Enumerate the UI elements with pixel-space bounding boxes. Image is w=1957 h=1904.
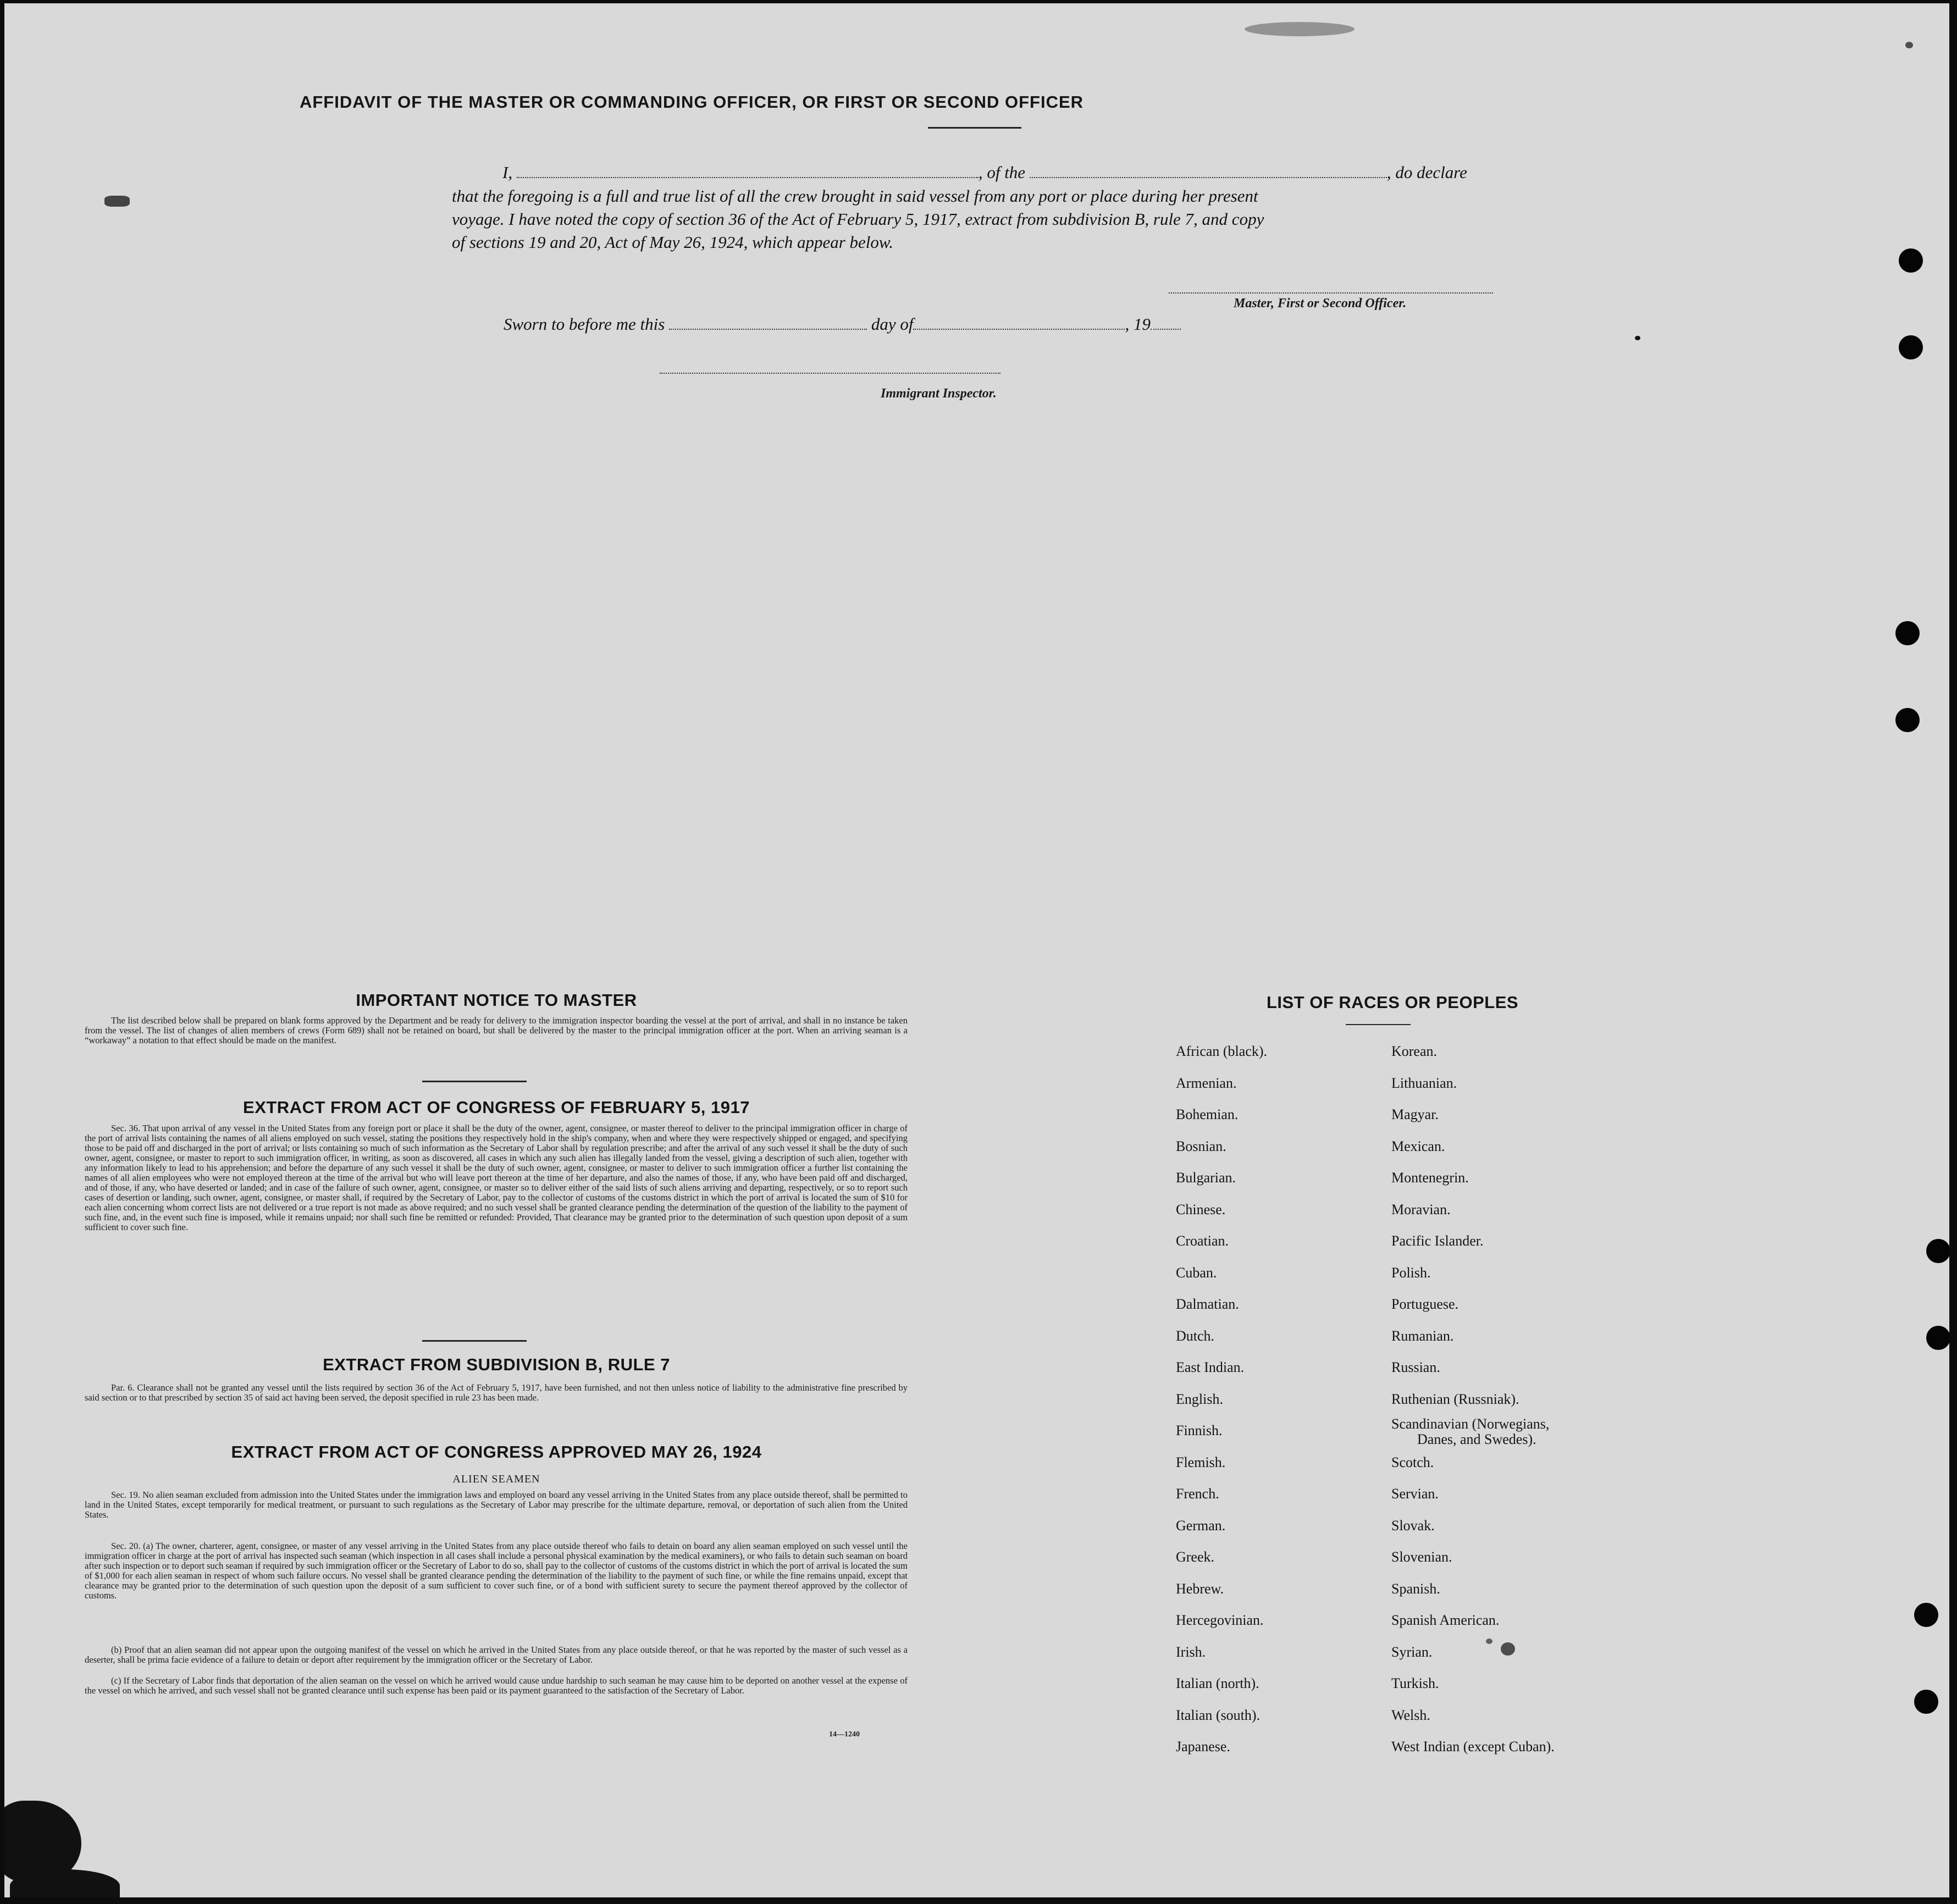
race-item: Bosnian. [1176,1138,1226,1154]
declaration-line-2: that the foregoing is a full and true list of all the crew brought in said vessel from any port or place during her present [452,186,1258,206]
punch-hole [1899,335,1923,359]
inspector-signature-line[interactable] [660,373,1000,374]
paper-shadow [1245,22,1355,36]
sworn-year-field[interactable] [1151,316,1181,330]
ink-speck [1501,1642,1515,1656]
races-title-underline [1346,1024,1411,1025]
form-number: 14—1240 [829,1730,860,1739]
ink-speck [1905,42,1913,48]
sec19-text: Sec. 19. No alien seaman excluded from admission into the United States under the immigration laws and employed on board any vessel arriving in the United States from any place outside thereof, shall be permitted to land in the United States, except temporarily for medical treatment, or pursuant to such regulations as the Secretary of Labor may prescribe for the ultimate departure, removal, or deportation of such alien from the United States. [85,1490,908,1520]
race-item: Greek. [1176,1549,1215,1565]
race-item: Polish. [1391,1265,1431,1281]
ink-mark [104,196,130,207]
race-item: Pacific Islander. [1391,1233,1484,1249]
race-item: Bohemian. [1176,1106,1239,1122]
punch-hole [1926,1326,1949,1350]
race-item: Syrian. [1391,1644,1433,1660]
race-item: Slovenian. [1391,1549,1452,1565]
declaration-line-3: voyage. I have noted the copy of section 36 of the Act of February 5, 1917, extract from subdivision B, rule 7, and copy [452,209,1264,229]
race-item: East Indian. [1176,1359,1245,1375]
punch-hole [1926,1239,1949,1263]
race-item: Italian (south). [1176,1707,1261,1723]
punch-hole [1914,1603,1938,1627]
race-item: Croatian. [1176,1233,1229,1249]
punch-hole [1895,621,1920,645]
race-item: Spanish American. [1391,1612,1500,1628]
master-signature-line[interactable] [1169,292,1493,294]
master-caption: Master, First or Second Officer. [1234,296,1407,311]
race-item: English. [1176,1391,1223,1407]
race-item: Lithuanian. [1391,1075,1457,1091]
race-item: Turkish. [1391,1675,1439,1691]
section-divider [422,1081,527,1082]
race-item: Armenian. [1176,1075,1237,1091]
race-item: Scotch. [1391,1454,1434,1470]
race-item: Chinese. [1176,1202,1226,1217]
races-title: LIST OF RACES OR PEOPLES [1266,993,1519,1012]
extract-1917-title: EXTRACT FROM ACT OF CONGRESS OF FEBRUARY 5, 1917 [243,1098,750,1117]
sworn-day-field[interactable] [669,316,867,330]
race-item: Flemish. [1176,1454,1226,1470]
race-item: Korean. [1391,1043,1438,1059]
race-item: West Indian (except Cuban). [1391,1739,1555,1754]
ink-stain [10,1869,120,1897]
sworn-line [504,314,1181,334]
race-item: Moravian. [1391,1202,1451,1217]
inspector-caption: Immigrant Inspector. [881,386,997,401]
affidavit-title: AFFIDAVIT OF THE MASTER OR COMMANDING OFFICER, OR FIRST OR SECOND OFFICER [299,92,1084,112]
ink-speck [1486,1639,1492,1644]
race-item: Montenegrin. [1391,1170,1469,1186]
race-item: Scandinavian (Norwegians, [1391,1416,1550,1432]
extract-1924-title: EXTRACT FROM ACT OF CONGRESS APPROVED MAY 26, 1924 [231,1442,762,1462]
punch-hole [1899,248,1923,273]
section-divider [422,1340,527,1342]
race-item: Welsh. [1391,1707,1430,1723]
sec20a-text: Sec. 20. (a) The owner, charterer, agent, consignee, or master of any vessel arriving in the United States from any place outside thereof who fails to detain on board any alien seaman employed on such vessel until the immigration officer in charge at the port of arrival has inspected such seaman (which inspection in all cases shall include a personal physical examination by the medical examiners), or who fails to detain such seaman on board after such inspection or to deport such seaman if required by such immigration officer or the Secretary of Labor to do so, shall pay to the collector of customs of the customs district in which the port of arrival is located the sum of $1,000 for each alien seaman in respect of whom such failure occurs. No vessel shall be granted clearance pending the determination of the liability to the payment of such fine, or while the fine remains unpaid, except that clearance may be granted prior to the determination of such question upon the deposit of a sum sufficient to cover such fine, or of a bond with sufficient surety to secure the payment thereof approved by the collector of customs. [85,1541,908,1601]
race-item-continuation: Danes, and Swedes). [1417,1431,1536,1447]
race-item: Portuguese. [1391,1296,1459,1312]
notice-text: The list described below shall be prepared on blank forms approved by the Department and be ready for delivery to the immigration inspector boarding the vessel at the port of arrival, and shall in no instance be taken from the vessel. The list of changes of alien members of crews (Form 689) shall not be retained on board, but shall be delivered by the master to the principal immigration officer at the port. When an arriving seaman is a “workaway” a notation to that effect should be made on the manifest. [85,1015,908,1045]
race-item: Russian. [1391,1359,1440,1375]
race-item: Irish. [1176,1644,1206,1660]
day-of-text: day of [871,314,914,334]
sec20c-text: (c) If the Secretary of Labor finds that deportation of the alien seaman on the vessel on which he arrived would cause undue hardship to such seaman he may cause him to be deported on another vessel at the expense of the vessel on which he arrived, and such vessel shall not be granted clearance until such expense has been paid or its payment guaranteed to the satisfaction of the Secretary of Labor. [85,1675,908,1696]
sworn-month-field[interactable] [913,316,1125,330]
race-item: Finnish. [1176,1423,1223,1438]
race-item: French. [1176,1486,1219,1502]
race-item: German. [1176,1518,1226,1534]
race-item: Italian (north). [1176,1675,1259,1691]
race-item: Bulgarian. [1176,1170,1236,1186]
officer-name-field[interactable] [517,164,978,178]
extract-1917-text: Sec. 36. That upon arrival of any vessel in the United States from any foreign port or place it shall be the duty of the owner, agent, consignee, or master thereof to deliver to the principal immigration officer in charge of the port of arrival lists containing the names of all aliens employed on such vessel, stating the positions they respectively hold in the ship's company, when and where they were respectively shipped or engaged, and specifying those to be paid off and discharged in the port of arrival; or lists containing so much of such information as the Secretary of Labor shall by regulation prescribe; and after the arrival of any such vessel it shall be the duty of such owner, agent, consignee, or master to report to such immigration officer, in writing, as soon as discovered, all cases in which any such alien has illegally landed from the vessel, giving a description of such alien, together with any information likely to lead to his apprehension; and before the departure of any such vessel it shall be the duty of such owner, agent, consignee, or master to deliver to such immigration officer a further list containing the names of all alien employees who were not employed thereon at the time of the arrival but who will leave port thereon at the time of her departure, and also the names of those, if any, who have been paid off and discharged, and of those, if any, who have deserted or landed; and in case of the failure of such owner, agent, consignee, or master so to deliver either of the said lists of such aliens arriving and departing, respectively, or so to report such cases of desertion or landing, such owner, agent, consignee, or master shall, if required by the Secretary of Labor, pay to the collector of customs of the customs district in which the port of arrival is located the sum of $10 for each alien concerning whom correct lists are not delivered or a true report is not made as above required; and no such vessel shall be granted clearance pending the determination of the question of the liability to the payment of such fine, and, in the event such fine is imposed, while it remains unpaid; nor shall such fine be remitted or refunded: Provided, That clearance may be granted prior to the determination of such question upon deposit of a sum sufficient to cover such fine. [85,1123,908,1232]
declaration-do-declare: , do declare [1386,163,1467,182]
race-item: Slovak. [1391,1518,1435,1534]
extract-rule7-title: EXTRACT FROM SUBDIVISION B, RULE 7 [323,1355,670,1374]
year-prefix: , 19 [1125,314,1151,334]
race-item: Dutch. [1176,1328,1215,1344]
race-item: Cuban. [1176,1265,1217,1281]
notice-title: IMPORTANT NOTICE TO MASTER [356,990,637,1010]
document-page [4,3,1949,1897]
race-item: Rumanian. [1391,1328,1454,1344]
declaration-line-1 [502,163,1467,182]
declaration-line-4: of sections 19 and 20, Act of May 26, 1924, which appear below. [452,233,894,252]
title-underline [928,127,1021,129]
race-item: Spanish. [1391,1581,1440,1597]
punch-hole [1895,708,1920,732]
race-item: Magyar. [1391,1106,1439,1122]
race-item: Dalmatian. [1176,1296,1239,1312]
extract-rule7-text: Par. 6. Clearance shall not be granted any vessel until the lists required by section 36 of the Act of February 5, 1917, have been furnished, and not then unless notice of liability to the administrative fine prescribed by said section or to that prescribed by section 35 of said act having been served, the deposit specified in rule 23 has been made. [85,1382,908,1403]
race-item: Mexican. [1391,1138,1445,1154]
sworn-text: Sworn to before me this [504,314,665,334]
race-item: Hebrew. [1176,1581,1224,1597]
ink-speck [1635,336,1640,340]
race-item: Japanese. [1176,1739,1230,1754]
declaration-of-the: , of the [978,163,1026,182]
sec20b-text: (b) Proof that an alien seaman did not appear upon the outgoing manifest of the vessel on which he arrived in the United States from any place outside thereof, or that he was reported by the master of such vessel as a deserter, shall be prima facie evidence of a failure to detain or deport after requirement by the immigration officer or the Secretary of Labor. [85,1645,908,1665]
declaration-i: I, [502,163,513,182]
race-item: African (black). [1176,1043,1268,1059]
vessel-name-field[interactable] [1030,164,1387,178]
race-item: Ruthenian (Russniak). [1391,1391,1519,1407]
race-item: Hercegovinian. [1176,1612,1264,1628]
punch-hole [1914,1690,1938,1714]
alien-seamen-subtitle: ALIEN SEAMEN [452,1473,540,1485]
race-item: Servian. [1391,1486,1439,1502]
